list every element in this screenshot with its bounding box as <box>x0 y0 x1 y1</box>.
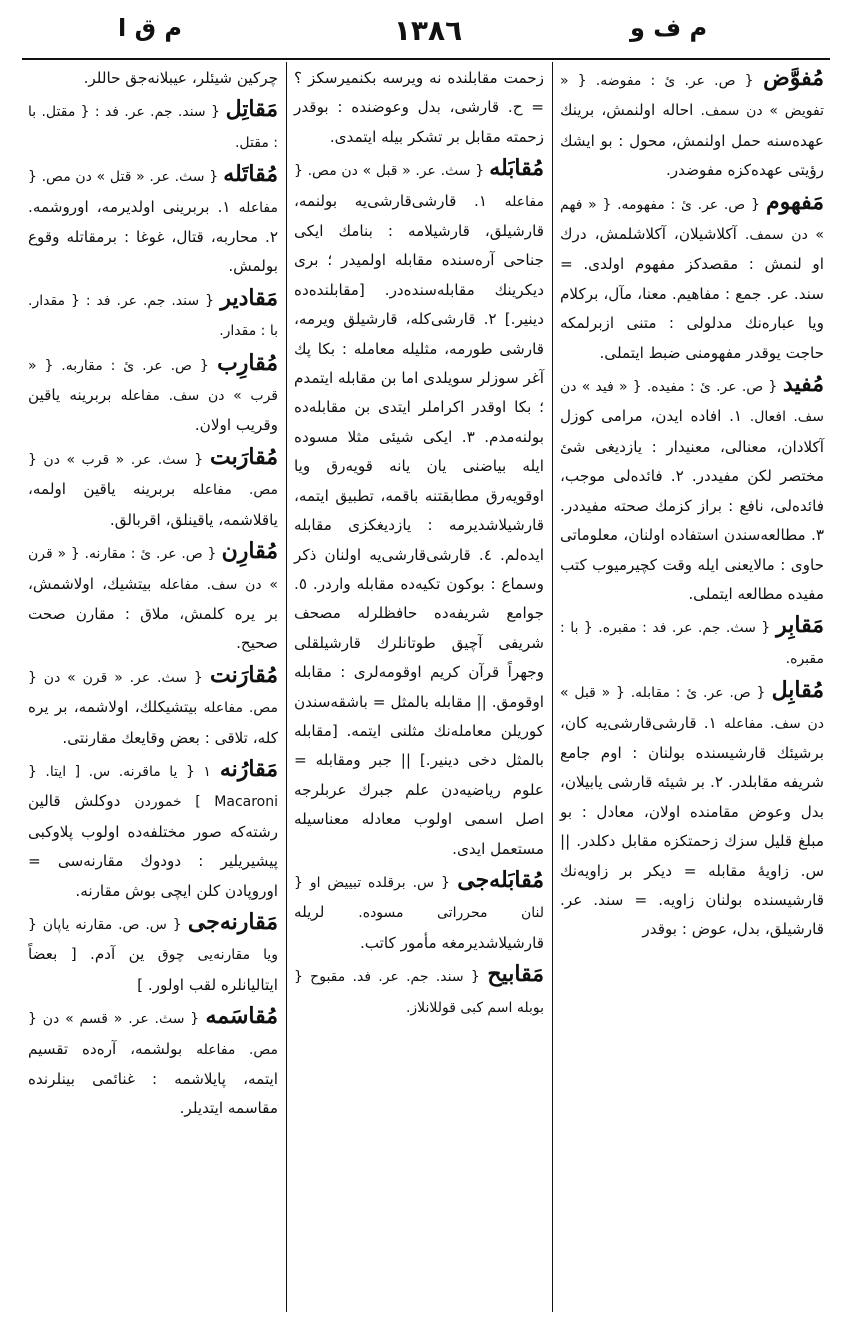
entry-definition: احاله اولنمش، برينك عهده‌سنه حمل اولنمش، محول : بو ايشك رؤيتى عهده‌كزه مفوضدر. <box>560 101 824 180</box>
dictionary-entry <box>560 611 824 674</box>
dictionary-entry <box>294 154 544 864</box>
dictionary-entry <box>560 188 824 368</box>
entry-headword: مُفيد <box>782 371 825 398</box>
header-right-guide-word: م ف و <box>630 14 708 42</box>
entry-grammar-note: { سث. جم. عر. فد : مقبره. { با : مقبره. <box>560 620 824 667</box>
dictionary-entry <box>28 1002 278 1124</box>
column-left <box>22 62 284 1312</box>
entry-headword: مُقارِب <box>217 349 279 376</box>
entry-grammar-note: { سند. جم. عر. فد. مقبوح { بوبله اسم كبى قوللانلاز. <box>294 969 544 1016</box>
entry-grammar-note: { سث. عر. « قتل » دن مص. { مفاعله <box>28 169 279 216</box>
entry-headword: مُقاسَمه <box>205 1003 279 1030</box>
entry-headword: مَقادير <box>220 284 279 311</box>
dictionary-entry <box>560 370 824 609</box>
dictionary-entry <box>28 95 278 158</box>
entry-headword: مُقاتَله <box>223 161 279 188</box>
entry-definition: بولشمه، آره‌ده تقسيم ايتمه، پايلاشمه : غنائمى بينلرنده مقاسمه ايتديلر. <box>28 1039 278 1118</box>
dictionary-entry <box>28 284 278 347</box>
entry-grammar-note: { سث. عر. « قسم » دن { مص. مفاعله <box>28 1011 278 1058</box>
entry-grammar-note: { ص. عر. ئ : مقاربه. { « قرب » دن سف. مفاعله <box>28 357 278 405</box>
dictionary-entry <box>560 64 824 186</box>
entry-grammar-note: { سث. عر. « قرن » دن { مص. مفاعله <box>28 669 279 717</box>
entry-grammar-note: { سث. عر. « قرب » دن { مص. مفاعله <box>28 451 278 499</box>
entry-headword: مُقارَبت <box>210 443 279 470</box>
dictionary-entry <box>28 64 278 93</box>
entry-headword: مُقارَنت <box>210 661 278 688</box>
entry-grammar-note: { ص. عر. ئ : مقارنه. { « قرن » دن سف. مفاعله <box>28 546 278 593</box>
dictionary-entry <box>28 661 278 753</box>
dictionary-entry <box>28 537 278 659</box>
entry-definition: ١. قارشى‌قارشى‌يه بولنمه، قارشيلق، قارشيلامه : بنامك ايكى جناحى آرەسنده مقابله اولميدر ؛ برى ديكرينك مقابله‌سنده‌در. [مقابلنده‌ده دينير.] ٢. قارشى‌كله، قارشيلق ويرمه، قارشى طورمه، مثليله معامله : بكا پك آغر سوزلر سويلدى اما بن مقابله ايتمدم ؛ بكا اوقدر اكراملر ايتدى بن مقابله‌ده بولنه‌مدم. ٣. ايكى شيئى مثلا مسوده ايله بياضنى يان يانه قويه‌رق ويا اوقويه‌رق مطابقتنه باقمه، تطبيق ايتمه، قارشيلاشديرمه : يازديغكزى مقابله ايده‌لم. ٤. قارشى‌قارشى‌يه اولنان ذكر وسماع : بوكون تكيه‌ده مقابله واردر. ٥. جوامع شريفه‌ده حافظلرله مصحف شريفى آچيق طوتانلرك قارشيلقلى وجهراً قرآن كريم اوقومه‌لرى : مقابله اوقومق. || مقابله بالمثل = باشقه‌سندن كوريلن معامله‌نك مثلنى ايتمه. [مقابله بالمثل دخى دينير.] || جبر ومقابله = علوم رياضيه‌دن علم جبرك عربلرجه اصل اسمى اولوب معادله معناسيله مستعمل ايدى. <box>294 191 544 858</box>
entry-headword: مُقابَله <box>489 155 545 182</box>
entry-definition: ١. بربرينى اولديرمه، اوروشمه. ٢. محاربه، قتال، غوغا : برمقاتله وقوع بولمش. <box>28 197 278 276</box>
column-middle <box>288 62 550 1312</box>
entry-headword: مَقابِر <box>776 612 824 639</box>
entry-grammar-note: { ص. عر. ئ : مقابله. { « قبل » دن سف. مفاعله <box>560 685 824 732</box>
page-header <box>0 0 848 58</box>
entry-grammar-note: { ص. عر. ئ : مفهومه. { « فهم » دن سمف. <box>560 196 824 244</box>
dictionary-entry <box>28 908 278 1000</box>
entry-headword: مَفهوم <box>765 188 824 215</box>
column-divider <box>286 62 287 1312</box>
entry-definition: ١. افاده ايدن، مرامى كوزل آكلادان، معنالى، معنيدار : يازديغى شئ مختصر لكن مفيددر. ٢. فائده‌لى موجب، فائده‌لى، نافع : براز كزمك صحته مفيددر. ٣. مطالعه‌سندن استفاده اولنان، معلوماتى حاوى : مالايعنى ايله وقت كچيرميوب كتب مفيده مطالعه ايتملى. <box>560 407 824 603</box>
entry-definition: ين آدم. [ بعضاً ايتاليانلره لقب اولور. ] <box>28 945 278 994</box>
entry-headword: مَقارنه‌جى <box>187 908 279 935</box>
entry-definition: بيتشيك، اولاشمش، بر يره كلمش، ملاق : مقارن صحت صحيح. <box>28 574 278 653</box>
entry-grammar-note: { س. برقلده تبييض او { لنان محرراتى مسوده. <box>294 874 545 922</box>
entry-definition: ١. قارشى‌قارشى‌يه كان، برشيئك قارشيسنده بولنان : اوم جامع شريفه مقابلدر. ٢. بر شيئه قارشى يابيلان، بدل وعوض مقامنده اولان، معادل : بو مبلغ قليل سزك زحمتكزه مقابل دكلدر. || س. زاويهٔ مقابله = ديكر بر زاويه‌نك قارشيسنده بولنان زاويه. = سند. عر. قارشيلق، بدل، عوض : بوقدر <box>560 713 824 939</box>
entry-definition: بربرينه ياقين اولمه، ياقلاشمه، ياقينلق، اقربالق. <box>28 480 278 529</box>
entry-grammar-note: { سند. جم. عر. فد : { مقدار. با : مقدار. <box>28 292 278 340</box>
dictionary-entry <box>28 160 278 282</box>
entry-definition: چركين شيئلر، عيبلانه‌جق حاللر. <box>83 69 278 87</box>
dictionary-columns <box>22 62 830 1312</box>
dictionary-entry <box>28 349 278 441</box>
dictionary-entry <box>294 960 544 1023</box>
entry-definition: بيتشيكلك، اولاشمه، بر يره كله، تلاقى : بعض وقايعك مقارنتى. <box>28 698 278 747</box>
entry-headword: مَقاتِل <box>225 96 278 123</box>
dictionary-entry <box>294 64 544 152</box>
entry-headword: مُقابِل <box>771 677 825 704</box>
entry-grammar-note: ١ { يا ماقرنه. س. [ ايتا. { Macaroni ] خموردن <box>28 763 278 811</box>
entry-definition: زحمت مقابلنده نه ويرسه بكنميرسكز ؟ = ح. قارشى، بدل وعوضنده : بوقدر زحمته مقابل بر تشكر بيله ايتمدى. <box>294 69 544 146</box>
column-right <box>554 62 830 1312</box>
header-left-guide-word: م ق ا <box>118 14 182 42</box>
entry-grammar-note: { ص. عر. ئ : مفوضه. { « تفويض » دن سمف. <box>560 73 824 120</box>
entry-headword: مَقابيح <box>487 961 544 988</box>
dictionary-entry <box>28 755 278 906</box>
entry-headword: مُقارِن <box>221 538 279 565</box>
entry-headword: مَقارُنه <box>219 755 279 782</box>
dictionary-entry <box>294 866 544 958</box>
entry-definition: دوكلش قالين رشته‌كه صور مختلفه‌ده اولوب پلاوكبى پيشيريلير : دودوك مقارنه‌سى = اوروپادن كلن ايچى بوش مقارنه. <box>28 792 278 900</box>
page-number: ١٣٨٦ <box>393 14 463 47</box>
entry-grammar-note: { سث. عر. « قبل » دن مص. { مفاعله <box>294 163 544 210</box>
column-divider <box>552 62 553 1312</box>
entry-definition: بربرينه ياقين وقريب اولان. <box>28 386 278 435</box>
entry-headword: مُفوَّض <box>763 65 824 91</box>
entry-definition: لريله قارشيلاشديرمغه مأمور كاتب. <box>294 903 544 952</box>
entry-grammar-note: { س. ص. مقارنه ياپان { ويا مقارنه‌يى چوق <box>28 916 278 964</box>
dictionary-entry <box>28 443 278 535</box>
entry-grammar-note: { سند. جم. عر. فد : { مقتل. با : مقتل. <box>28 104 278 151</box>
dictionary-entry <box>560 676 824 945</box>
entry-grammar-note: { ص. عر. ئ : مفيده. { « فيد » دن سف. افعال. <box>560 379 824 426</box>
header-rule <box>22 58 830 60</box>
entry-definition: آكلاشيلان، آكلاشلمش، درك او لنمش : مقصدكز مفهوم اولدى. = سند. عر. جمع : مفاهيم. معنا، مآل، بركلام ويا عباره‌نك مدلولى : متنى ازبرلمكه حاجت يوقدر مفهومنى ضبط ايتملى. <box>560 225 824 362</box>
entry-headword: مُقابَله‌جى <box>457 866 545 893</box>
